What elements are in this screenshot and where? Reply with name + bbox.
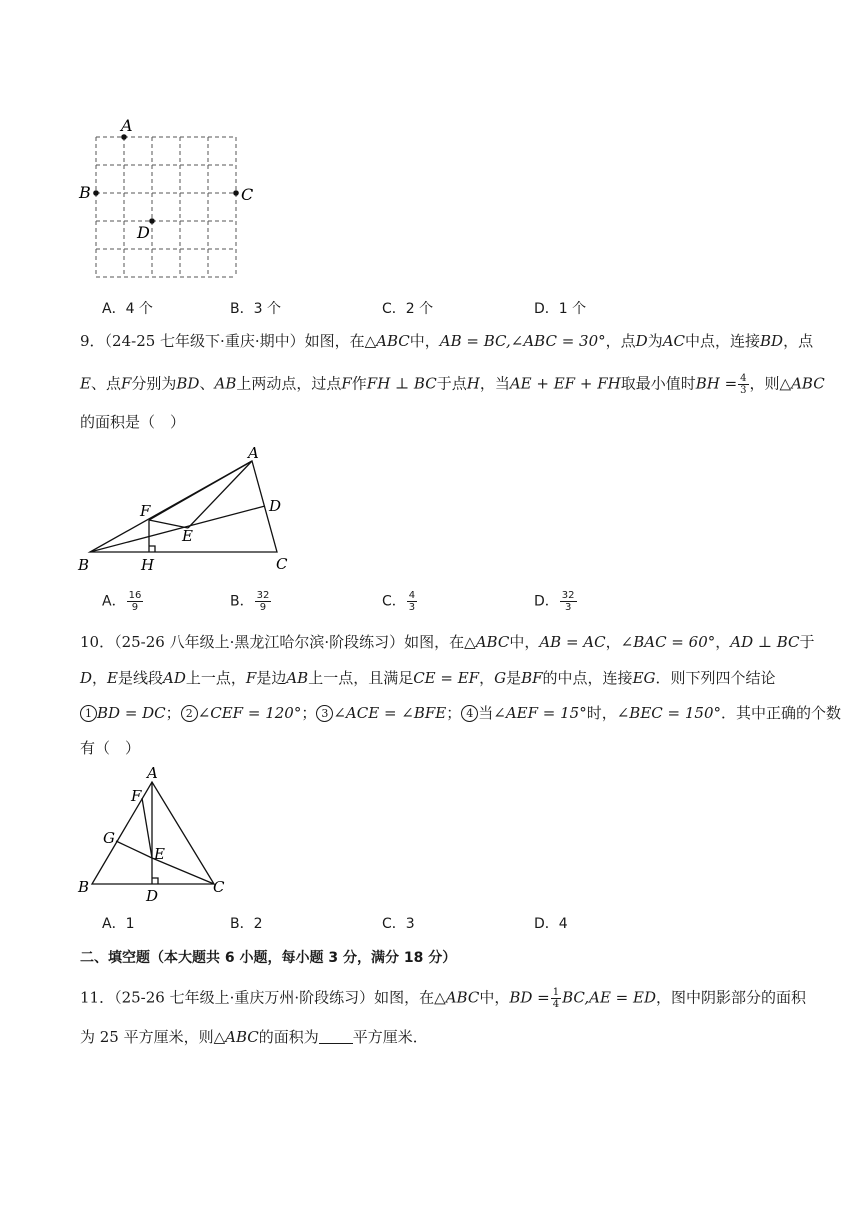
q10-text: 上一点， — [185, 669, 246, 687]
q10-math: AB = AC — [539, 633, 606, 651]
q9-text: 中点，连接 — [685, 332, 761, 350]
fraction-denominator: 3 — [564, 602, 572, 613]
q10-text: ， — [715, 633, 731, 651]
section-heading: 二、填空题（本大题共 6 小题，每小题 3 分，满分 18 分） — [80, 950, 457, 966]
q9-math: D — [635, 332, 648, 350]
q10-statement: ∠BEC = 150° — [616, 704, 721, 722]
q10-math: BF — [521, 669, 543, 687]
q9-text: 的面积是（ ） — [80, 413, 186, 431]
q8-point-d: D — [137, 223, 150, 242]
q10-math: CE = EF — [413, 669, 480, 687]
q10-text: ， — [605, 633, 621, 651]
q9-math: H — [466, 374, 480, 393]
q8-option-c: C．2 个 — [382, 301, 434, 317]
q10-line-4 — [80, 738, 140, 758]
q10-math: D — [80, 669, 93, 687]
q10-option-d: D．4 — [534, 916, 568, 932]
q10-label-b: B — [78, 878, 90, 896]
q9-text: 、 — [199, 374, 215, 393]
option-fraction — [407, 590, 417, 613]
q9-line-3 — [80, 412, 185, 432]
q11-fraction — [551, 987, 561, 1010]
q9-source: （24-25 七年级下·重庆·期中） — [104, 332, 305, 350]
q10-text: 是线段 — [118, 669, 164, 687]
q9-math: F — [120, 374, 132, 393]
q10-math: G — [494, 669, 507, 687]
q10-text: ， — [92, 669, 108, 687]
q11-text: 平方厘米． — [352, 1028, 428, 1046]
q9-label-f: F — [140, 502, 151, 520]
q9-math: AB = BC,∠ABC = 30° — [439, 332, 606, 350]
q9-text: ，点 — [783, 332, 814, 350]
option-letter: D． — [534, 593, 559, 610]
q8-grid-figure — [70, 112, 270, 287]
q9-text: ，点 — [605, 332, 636, 350]
q10-option-a: A．1 — [102, 916, 135, 932]
q9-label-e: E — [182, 527, 193, 545]
q10-text: ．则下列四个结论 — [655, 669, 776, 687]
q10-separator: ； — [446, 704, 462, 722]
q10-separator: ； — [301, 704, 317, 722]
q10-math: AD ⊥ BC — [730, 633, 800, 651]
q9-label-b: B — [78, 556, 90, 574]
fraction-numerator: 4 — [408, 590, 416, 601]
q9-math: BD — [176, 374, 200, 393]
q9-option-a — [102, 590, 144, 613]
q10-label-a: A — [147, 764, 158, 782]
q9-math: △ABC — [364, 332, 410, 350]
circled-number: 3 — [316, 705, 333, 722]
q10-text: 是 — [506, 669, 522, 687]
q8-option-b: B．3 个 — [230, 301, 281, 317]
q9-math: BD — [760, 332, 784, 350]
q9-text: 为 — [647, 332, 663, 350]
q9-label-a: A — [248, 444, 259, 462]
q11-math: △ABC — [213, 1028, 259, 1046]
q11-text: 中， — [479, 988, 510, 1007]
q9-text: 上两动点，过点 — [236, 374, 342, 393]
q10-text: ， — [479, 669, 495, 687]
q9-math: F — [341, 374, 352, 393]
q10-text: 于 — [799, 633, 815, 651]
q8-point-a: A — [121, 116, 133, 135]
q11-text: 如图，在 — [374, 988, 435, 1007]
q9-math: AE + EF + FH — [509, 374, 621, 393]
q9-label-h: H — [141, 556, 155, 574]
q9-label-d: D — [269, 497, 282, 515]
option-letter: B． — [230, 593, 254, 610]
fraction-numerator: 16 — [128, 590, 142, 601]
option-fraction — [560, 590, 577, 613]
q10-text: ．其中正确的个数 — [721, 704, 842, 722]
q9-text: 分别为 — [131, 374, 177, 393]
q8-point-c: C — [241, 185, 254, 204]
fraction-denominator: 9 — [259, 602, 267, 613]
q10-statement: ∠CEF = 120° — [197, 704, 302, 722]
q9-line-1 — [80, 331, 813, 351]
q9-text: 于点 — [436, 374, 467, 393]
option-letter: C． — [382, 593, 406, 610]
q9-math: △ABC — [779, 374, 825, 393]
q11-text: ，图中阴影部分的面积 — [655, 988, 806, 1007]
option-fraction — [127, 590, 144, 613]
q10-number: 10． — [80, 633, 115, 651]
q11-line-2 — [80, 1027, 428, 1047]
q9-line-2 — [80, 373, 825, 396]
fraction-denominator: 3 — [740, 385, 747, 396]
fraction-numerator: 32 — [561, 590, 575, 601]
fraction-denominator: 4 — [552, 999, 560, 1010]
q10-text: 如图，在 — [404, 633, 465, 651]
fraction-numerator: 32 — [256, 590, 270, 601]
q10-label-d: D — [146, 887, 159, 905]
fraction-numerator: 4 — [740, 373, 747, 384]
q11-text: 为 25 平方厘米，则 — [80, 1028, 214, 1046]
q9-math: FH ⊥ BC — [366, 374, 437, 393]
fraction-denominator: 9 — [131, 602, 139, 613]
q9-text: ，则 — [749, 374, 780, 393]
q10-source: （25-26 八年级上·黑龙江哈尔滨·阶段练习） — [114, 633, 405, 651]
option-letter: A． — [102, 593, 126, 610]
q10-math: EG — [632, 669, 656, 687]
q9-math: AC — [662, 332, 686, 350]
q10-text: 的中点，连接 — [542, 669, 633, 687]
q10-text: 当 — [478, 704, 494, 722]
q10-text: 时， — [586, 704, 617, 722]
q11-math: △ABC — [434, 988, 480, 1007]
q11-math: BD = — [509, 988, 550, 1007]
answer-blank[interactable] — [319, 1029, 353, 1044]
q9-number: 9． — [80, 332, 105, 350]
q9-math: BH = — [695, 374, 738, 393]
q10-option-c: C．3 — [382, 916, 415, 932]
q8-option-a: A．4 个 — [102, 301, 153, 317]
q8-point-b: B — [79, 183, 91, 202]
option-fraction — [255, 590, 272, 613]
q11-source: （25-26 七年级上·重庆万州·阶段练习） — [114, 988, 375, 1007]
q10-math: AB — [286, 669, 309, 687]
q9-triangle-figure — [74, 440, 299, 575]
q10-text: 上一点，且满足 — [308, 669, 414, 687]
q10-line-1 — [80, 632, 815, 652]
fraction-numerator: 1 — [552, 987, 560, 998]
q9-text: 、点 — [90, 374, 121, 393]
q10-label-c: C — [213, 878, 225, 896]
q9-text: 取最小值时 — [620, 374, 696, 393]
q10-triangle-figure — [74, 762, 239, 907]
q11-text: 的面积为 — [258, 1028, 319, 1046]
q10-statement: ∠AEF = 15° — [493, 704, 587, 722]
q11-line-1 — [80, 987, 806, 1010]
q10-math: AD — [163, 669, 186, 687]
circled-number: 1 — [80, 705, 97, 722]
q9-option-d — [534, 590, 578, 613]
q10-math: ∠BAC = 60° — [620, 633, 716, 651]
q10-math: E — [107, 669, 118, 687]
q9-text: 作 — [351, 374, 367, 393]
q11-math: BC,AE = ED — [562, 988, 656, 1007]
q10-label-e: E — [154, 845, 165, 863]
q10-text: 中， — [509, 633, 540, 651]
q9-text: 中， — [409, 332, 440, 350]
q10-math: △ABC — [464, 633, 510, 651]
q9-option-c — [382, 590, 418, 613]
q10-statement: ∠ACE = ∠BFE — [333, 704, 447, 722]
q9-option-b — [230, 590, 272, 613]
q9-text: 如图，在 — [304, 332, 365, 350]
q9-fraction — [738, 373, 748, 396]
q10-statement: BD = DC — [97, 704, 166, 722]
q9-math: AB — [214, 374, 237, 393]
q9-text: ，当 — [479, 374, 510, 393]
q10-math: F — [245, 669, 257, 687]
q10-line-2 — [80, 668, 776, 688]
circled-number: 2 — [181, 705, 198, 722]
q10-text: 是边 — [256, 669, 287, 687]
q9-math: E — [80, 374, 91, 393]
q8-option-d: D．1 个 — [534, 301, 587, 317]
fraction-denominator: 3 — [408, 602, 416, 613]
q10-option-b: B．2 — [230, 916, 263, 932]
q10-separator: ； — [165, 704, 181, 722]
circled-number: 4 — [461, 705, 478, 722]
q11-number: 11． — [80, 988, 115, 1007]
q10-label-f: F — [131, 787, 142, 805]
q10-text: 有（ ） — [80, 739, 141, 757]
q9-label-c: C — [276, 555, 288, 573]
q10-line-3 — [80, 703, 841, 723]
q10-label-g: G — [103, 829, 115, 847]
